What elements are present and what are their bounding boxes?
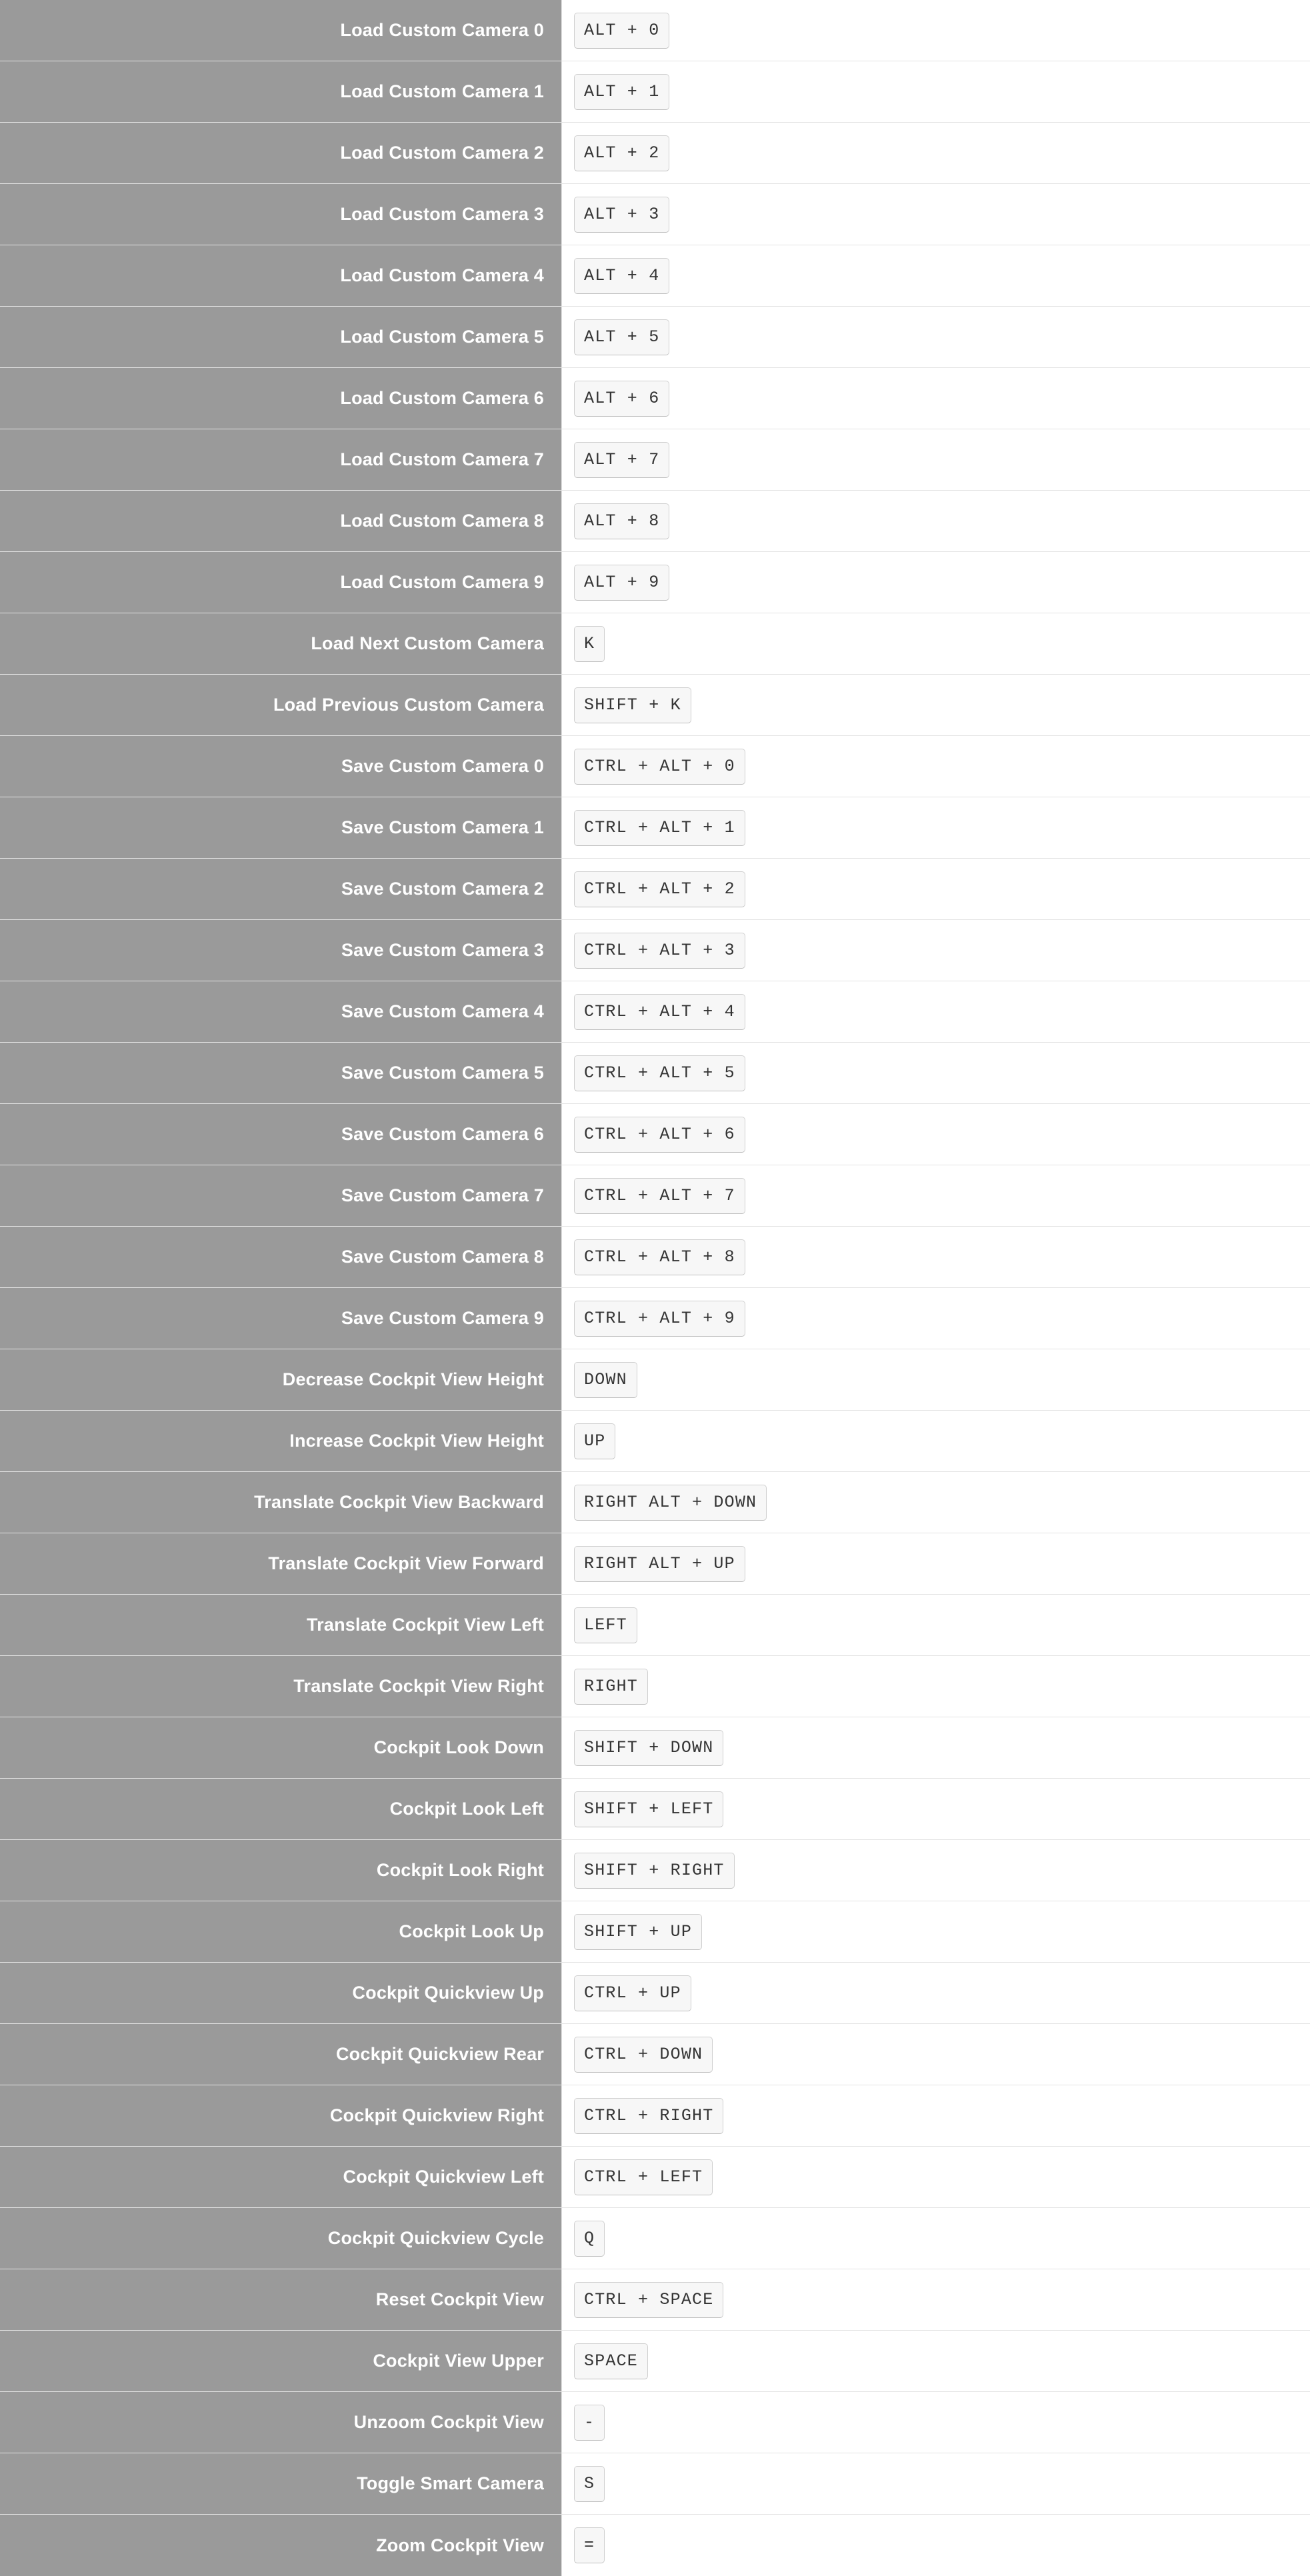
keybinding-cell[interactable] xyxy=(561,1963,1310,2023)
key-chip[interactable]: Q xyxy=(574,2221,605,2257)
action-label: Save Custom Camera 7 xyxy=(0,1165,561,1226)
table-row xyxy=(0,368,1310,429)
table-row xyxy=(0,1104,1310,1165)
key-chip[interactable]: CTRL + LEFT xyxy=(574,2159,713,2195)
action-label: Cockpit Quickview Left xyxy=(0,2147,561,2207)
key-chip[interactable]: ALT + 2 xyxy=(574,135,669,171)
keybinding-cell[interactable] xyxy=(561,61,1310,122)
table-row xyxy=(0,1043,1310,1104)
keybinding-cell[interactable] xyxy=(561,552,1310,613)
table-row xyxy=(0,61,1310,123)
key-chip[interactable]: SHIFT + DOWN xyxy=(574,1730,723,1766)
keybinding-cell[interactable] xyxy=(561,184,1310,245)
table-row xyxy=(0,123,1310,184)
action-label: Load Custom Camera 1 xyxy=(0,61,561,122)
table-row xyxy=(0,675,1310,736)
table-row xyxy=(0,1717,1310,1779)
table-row xyxy=(0,1349,1310,1411)
table-row xyxy=(0,2392,1310,2453)
keybinding-cell[interactable] xyxy=(561,368,1310,429)
table-row xyxy=(0,736,1310,797)
action-label: Save Custom Camera 3 xyxy=(0,920,561,981)
table-row xyxy=(0,2453,1310,2515)
keybinding-cell[interactable] xyxy=(561,1901,1310,1962)
table-row xyxy=(0,245,1310,307)
keybinding-cell[interactable] xyxy=(561,1043,1310,1103)
table-row xyxy=(0,1533,1310,1595)
action-label: Save Custom Camera 0 xyxy=(0,736,561,797)
table-row xyxy=(0,307,1310,368)
action-label: Unzoom Cockpit View xyxy=(0,2392,561,2453)
table-row xyxy=(0,2208,1310,2269)
keybinding-cell[interactable] xyxy=(561,429,1310,490)
keybinding-cell[interactable] xyxy=(561,2147,1310,2207)
table-row xyxy=(0,981,1310,1043)
table-row xyxy=(0,1472,1310,1533)
action-label: Save Custom Camera 5 xyxy=(0,1043,561,1103)
action-label: Load Next Custom Camera xyxy=(0,613,561,674)
action-label: Load Custom Camera 0 xyxy=(0,0,561,61)
action-label: Translate Cockpit View Right xyxy=(0,1656,561,1717)
table-row xyxy=(0,2085,1310,2147)
table-row xyxy=(0,429,1310,491)
table-row xyxy=(0,1165,1310,1227)
table-row xyxy=(0,1411,1310,1472)
keybinding-cell[interactable] xyxy=(561,1779,1310,1839)
action-label: Load Previous Custom Camera xyxy=(0,675,561,735)
table-row xyxy=(0,920,1310,981)
key-chip[interactable]: CTRL + ALT + 9 xyxy=(574,1301,745,1337)
key-chip[interactable]: - xyxy=(574,2405,605,2441)
action-label: Cockpit View Upper xyxy=(0,2331,561,2391)
key-chip[interactable]: SHIFT + RIGHT xyxy=(574,1853,735,1889)
key-chip[interactable]: RIGHT xyxy=(574,1669,648,1705)
table-row xyxy=(0,1779,1310,1840)
key-chip[interactable]: RIGHT ALT + UP xyxy=(574,1546,745,1582)
keybinding-cell[interactable] xyxy=(561,2392,1310,2453)
keybinding-cell[interactable] xyxy=(561,491,1310,551)
table-row xyxy=(0,1963,1310,2024)
action-label: Cockpit Look Up xyxy=(0,1901,561,1962)
key-chip[interactable]: CTRL + ALT + 1 xyxy=(574,810,745,846)
action-label: Load Custom Camera 7 xyxy=(0,429,561,490)
table-row xyxy=(0,2024,1310,2085)
key-chip[interactable]: CTRL + ALT + 5 xyxy=(574,1055,745,1091)
action-label: Decrease Cockpit View Height xyxy=(0,1349,561,1410)
action-label: Save Custom Camera 1 xyxy=(0,797,561,858)
table-row xyxy=(0,1840,1310,1901)
action-label: Save Custom Camera 9 xyxy=(0,1288,561,1349)
key-chip[interactable]: = xyxy=(574,2527,605,2563)
table-row xyxy=(0,1227,1310,1288)
keybinding-cell[interactable] xyxy=(561,2331,1310,2391)
key-chip[interactable]: SHIFT + UP xyxy=(574,1914,702,1950)
key-chip[interactable]: CTRL + ALT + 8 xyxy=(574,1239,745,1275)
keybinding-cell[interactable] xyxy=(561,1104,1310,1165)
key-chip[interactable]: ALT + 7 xyxy=(574,442,669,478)
keybinding-cell[interactable] xyxy=(561,1288,1310,1349)
table-row xyxy=(0,184,1310,245)
key-chip[interactable]: CTRL + DOWN xyxy=(574,2037,713,2073)
action-label: Load Custom Camera 2 xyxy=(0,123,561,183)
table-row xyxy=(0,1656,1310,1717)
action-label: Cockpit Quickview Up xyxy=(0,1963,561,2023)
key-chip[interactable]: ALT + 4 xyxy=(574,258,669,294)
keybinding-cell[interactable] xyxy=(561,2515,1310,2576)
action-label: Save Custom Camera 2 xyxy=(0,859,561,919)
action-label: Cockpit Look Right xyxy=(0,1840,561,1901)
key-chip[interactable]: CTRL + SPACE xyxy=(574,2282,723,2318)
keybinding-cell[interactable] xyxy=(561,920,1310,981)
action-label: Load Custom Camera 4 xyxy=(0,245,561,306)
action-label: Translate Cockpit View Left xyxy=(0,1595,561,1655)
action-label: Load Custom Camera 5 xyxy=(0,307,561,367)
key-chip[interactable]: LEFT xyxy=(574,1607,637,1643)
key-chip[interactable]: CTRL + ALT + 4 xyxy=(574,994,745,1030)
key-chip[interactable]: DOWN xyxy=(574,1362,637,1398)
action-label: Cockpit Look Down xyxy=(0,1717,561,1778)
key-chip[interactable]: ALT + 8 xyxy=(574,503,669,539)
keybinding-cell[interactable] xyxy=(561,981,1310,1042)
keybinding-cell[interactable] xyxy=(561,1165,1310,1226)
keybinding-cell[interactable] xyxy=(561,2024,1310,2085)
action-label: Translate Cockpit View Forward xyxy=(0,1533,561,1594)
action-label: Save Custom Camera 8 xyxy=(0,1227,561,1287)
table-row xyxy=(0,797,1310,859)
action-label: Load Custom Camera 8 xyxy=(0,491,561,551)
key-chip[interactable]: ALT + 6 xyxy=(574,381,669,417)
keybinding-cell[interactable] xyxy=(561,1349,1310,1410)
action-label: Toggle Smart Camera xyxy=(0,2453,561,2514)
key-chip[interactable]: CTRL + UP xyxy=(574,1975,691,2011)
table-row xyxy=(0,1901,1310,1963)
keybinding-cell[interactable] xyxy=(561,2085,1310,2146)
keybinding-cell[interactable] xyxy=(561,307,1310,367)
key-chip[interactable]: K xyxy=(574,626,605,662)
action-label: Reset Cockpit View xyxy=(0,2269,561,2330)
table-row xyxy=(0,613,1310,675)
keybinding-cell[interactable] xyxy=(561,1717,1310,1778)
action-label: Save Custom Camera 4 xyxy=(0,981,561,1042)
key-chip[interactable]: CTRL + RIGHT xyxy=(574,2098,723,2134)
keybinding-cell[interactable] xyxy=(561,1656,1310,1717)
keybinding-cell[interactable] xyxy=(561,613,1310,674)
key-chip[interactable]: CTRL + ALT + 3 xyxy=(574,933,745,969)
key-chip[interactable]: ALT + 5 xyxy=(574,319,669,355)
key-chip[interactable]: SHIFT + K xyxy=(574,687,691,723)
key-chip[interactable]: ALT + 3 xyxy=(574,197,669,233)
table-row xyxy=(0,1595,1310,1656)
key-chip[interactable]: S xyxy=(574,2466,605,2502)
table-row xyxy=(0,491,1310,552)
key-chip[interactable]: CTRL + ALT + 6 xyxy=(574,1117,745,1153)
keybinding-cell[interactable] xyxy=(561,1533,1310,1594)
action-label: Zoom Cockpit View xyxy=(0,2515,561,2576)
table-row xyxy=(0,2147,1310,2208)
keybinding-cell[interactable] xyxy=(561,1227,1310,1287)
keybinding-cell[interactable] xyxy=(561,736,1310,797)
key-chip[interactable]: RIGHT ALT + DOWN xyxy=(574,1485,767,1521)
table-row xyxy=(0,0,1310,61)
keybinding-cell[interactable] xyxy=(561,2453,1310,2514)
key-chip[interactable]: ALT + 9 xyxy=(574,565,669,601)
table-row xyxy=(0,859,1310,920)
keybinding-cell[interactable] xyxy=(561,1840,1310,1901)
action-label: Load Custom Camera 3 xyxy=(0,184,561,245)
key-chip[interactable]: CTRL + ALT + 7 xyxy=(574,1178,745,1214)
action-label: Cockpit Quickview Cycle xyxy=(0,2208,561,2269)
key-chip[interactable]: SPACE xyxy=(574,2343,648,2379)
keybinding-cell[interactable] xyxy=(561,859,1310,919)
table-row xyxy=(0,1288,1310,1349)
keybinding-cell[interactable] xyxy=(561,797,1310,858)
keybinding-cell[interactable] xyxy=(561,2208,1310,2269)
key-chip[interactable]: ALT + 1 xyxy=(574,74,669,110)
keybinding-cell[interactable] xyxy=(561,0,1310,61)
keybinding-cell[interactable] xyxy=(561,1595,1310,1655)
table-row xyxy=(0,2331,1310,2392)
action-label: Cockpit Quickview Rear xyxy=(0,2024,561,2085)
action-label: Translate Cockpit View Backward xyxy=(0,1472,561,1533)
action-label: Increase Cockpit View Height xyxy=(0,1411,561,1471)
key-chip[interactable]: CTRL + ALT + 0 xyxy=(574,749,745,785)
key-chip[interactable]: ALT + 0 xyxy=(574,13,669,49)
key-chip[interactable]: CTRL + ALT + 2 xyxy=(574,871,745,907)
table-row xyxy=(0,2515,1310,2576)
action-label: Load Custom Camera 6 xyxy=(0,368,561,429)
action-label: Cockpit Quickview Right xyxy=(0,2085,561,2146)
key-chip[interactable]: SHIFT + LEFT xyxy=(574,1791,723,1827)
keybinding-cell[interactable] xyxy=(561,123,1310,183)
keybinding-cell[interactable] xyxy=(561,245,1310,306)
keybinding-cell[interactable] xyxy=(561,675,1310,735)
action-label: Cockpit Look Left xyxy=(0,1779,561,1839)
keybinding-cell[interactable] xyxy=(561,2269,1310,2330)
table-row xyxy=(0,2269,1310,2331)
key-chip[interactable]: UP xyxy=(574,1423,615,1459)
action-label: Load Custom Camera 9 xyxy=(0,552,561,613)
keybinding-cell[interactable] xyxy=(561,1411,1310,1471)
keybinding-cell[interactable] xyxy=(561,1472,1310,1533)
table-row xyxy=(0,552,1310,613)
action-label: Save Custom Camera 6 xyxy=(0,1104,561,1165)
